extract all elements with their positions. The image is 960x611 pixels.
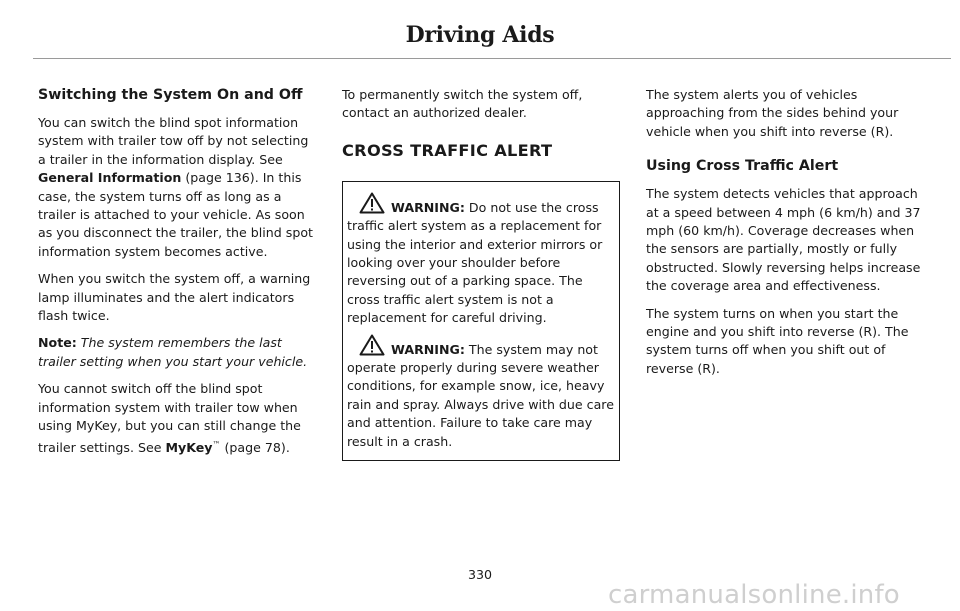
paragraph-switching-3 [38,380,316,457]
text-segment: (page 78). [220,439,290,455]
column-2 [342,86,620,461]
paragraph-alerts: The system alerts you of vehicles approaching from the sides behind your vehicle when you shift into reverse (R). [646,87,899,139]
warning-2 [347,334,615,451]
paragraph-switching-1 [38,114,316,261]
column-3 [646,86,924,387]
note [38,334,316,371]
note-text: The system remembers the last trailer setting when you start your vehicle. [38,335,308,369]
page-header-title: Driving Aids [405,22,555,48]
warning-text: Do not use the cross traffic alert system as a replacement for using the interior and exterior mirrors or looking over your shoulder before reversing out of a parking space. The cross traffic alert system is not a replacement for careful driving. [347,199,603,326]
warning-box [342,181,620,461]
column-1 [38,86,316,466]
warning-label: WARNING: [391,341,465,357]
paragraph-turns-on: The system turns on when you start the engine and you shift into reverse (R). The system turns off when you shift out of reverse (R). [646,305,909,376]
paragraph-switching-2: When you switch the system off, a warning lamp illuminates and the alert indicators flash twice. [38,271,311,324]
section-heading-using-cta: Using Cross Traffic Alert [646,158,839,175]
warning-label: WARNING: [391,199,465,215]
warning-1 [347,192,615,328]
trademark-symbol: ™ [212,439,221,449]
paragraph-detects: The system detects vehicles that approach at a speed between 4 mph (6 km/h) and 37 mph (60 km/h). Coverage decreases when the sensors are partially, mostly or fully obstructed. Slowly reversing helps increase the coverage area and effectiveness. [646,186,921,294]
link-mykey[interactable]: MyKey [165,439,213,455]
warning-triangle-icon [359,192,385,214]
header-divider [33,58,951,59]
warning-triangle-icon [359,334,385,356]
paragraph-permanent-off: To permanently switch the system off, contact an authorized dealer. [342,87,583,121]
text-segment: (page 136). In this case, the system turns off as long as a trailer is attached to your vehicle. As soon as you disconnect the trailer, the blind spot information system becomes active. [38,170,313,259]
watermark: carmanualsonline.info [608,580,900,610]
text-segment: You can switch the blind spot information system with trailer tow off by not selecting a trailer in the information display. See [38,115,309,167]
section-heading-cross-traffic-alert: CROSS TRAFFIC ALERT [342,140,553,160]
text-segment: You cannot switch off the blind spot information system with trailer tow when using MyKey, but you can still change the trailer settings. See [38,381,301,455]
page-number: 330 [467,567,493,582]
warning-text: The system may not operate properly during severe weather conditions, for example snow, ice, heavy rain and spray. Always drive with due care and attention. Failure to take care may result in a crash. [347,341,614,449]
link-general-information[interactable]: General Information [38,170,182,186]
section-heading-switching: Switching the System On and Off [38,87,303,103]
note-label: Note: [38,335,77,351]
